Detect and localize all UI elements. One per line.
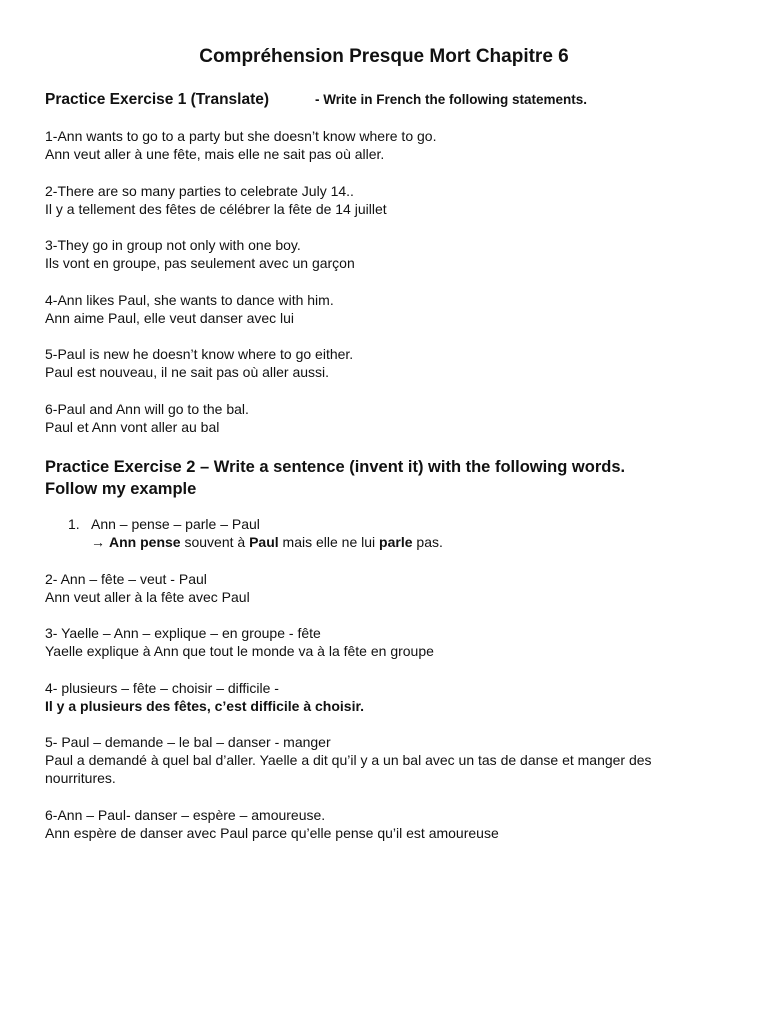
english-statement: 5-Paul is new he doesn’t know where to go either. xyxy=(45,346,354,362)
exercise1-item xyxy=(45,182,725,218)
example-bold-verb: parle xyxy=(379,534,413,550)
exercise1-item xyxy=(45,127,725,163)
french-translation: Ann aime Paul, elle veut danser avec lui xyxy=(45,310,295,326)
example-bold-subject: Ann pense xyxy=(109,534,181,550)
answer-sentence: Il y a plusieurs des fêtes, c’est difficile à choisir. xyxy=(45,698,365,714)
word-list: 4- plusieurs – fête – choisir – difficile - xyxy=(45,680,279,696)
exercise2-heading-line1: Practice Exercise 2 – Write a sentence (invent it) with the following words. xyxy=(45,458,626,476)
exercise2-heading xyxy=(45,456,625,500)
exercise1-item xyxy=(45,236,725,272)
exercise1-heading: Practice Exercise 1 (Translate) xyxy=(45,91,270,108)
example-sentence xyxy=(91,533,443,551)
answer-sentence: Ann espère de danser avec Paul parce qu’elle pense qu’il est amoureuse xyxy=(45,825,499,841)
example-number: 1. xyxy=(68,516,80,532)
word-list: 6-Ann – Paul- danser – espère – amoureuse. xyxy=(45,807,326,823)
french-translation: Paul est nouveau, il ne sait pas où aller aussi. xyxy=(45,364,330,380)
english-statement: 4-Ann likes Paul, she wants to dance with him. xyxy=(45,292,334,308)
english-statement: 6-Paul and Ann will go to the bal. xyxy=(45,401,249,417)
french-translation: Ann veut aller à une fête, mais elle ne sait pas où aller. xyxy=(45,146,385,162)
example-text-part: pas. xyxy=(412,534,443,550)
exercise2-item xyxy=(45,624,725,660)
exercise2-heading-line2: Follow my example xyxy=(45,480,197,498)
english-statement: 2-There are so many parties to celebrate July 14.. xyxy=(45,183,354,199)
example-item xyxy=(68,515,443,551)
exercise2-item xyxy=(45,806,725,842)
example-words: Ann – pense – parle – Paul xyxy=(91,516,260,532)
exercise2-item xyxy=(45,733,725,787)
english-statement: 1-Ann wants to go to a party but she doesn’t know where to go. xyxy=(45,128,437,144)
answer-sentence: Paul a demandé à quel bal d’aller. Yaelle a dit qu’il y a un bal avec un tas de danse et manger des nourritures. xyxy=(45,752,652,786)
exercise1-instruction: - Write in French the following statements. xyxy=(315,92,588,107)
english-statement: 3-They go in group not only with one boy. xyxy=(45,237,301,253)
exercise2-item xyxy=(45,570,725,606)
answer-sentence: Ann veut aller à la fête avec Paul xyxy=(45,589,250,605)
word-list: 5- Paul – demande – le bal – danser - manger xyxy=(45,734,331,750)
example-bold-name: Paul xyxy=(249,534,279,550)
french-translation: Il y a tellement des fêtes de célébrer la fête de 14 juillet xyxy=(45,201,387,217)
page-title: Compréhension Presque Mort Chapitre 6 xyxy=(199,46,569,67)
example-text-part: mais elle ne lui xyxy=(278,534,380,550)
word-list: 2- Ann – fête – veut - Paul xyxy=(45,571,207,587)
exercise1-item xyxy=(45,291,725,327)
exercise2-item xyxy=(45,679,725,715)
word-list: 3- Yaelle – Ann – explique – en groupe - fête xyxy=(45,625,321,641)
arrow-right-icon: → xyxy=(91,534,105,550)
exercise1-item xyxy=(45,345,725,381)
example-text-part: souvent à xyxy=(180,534,250,550)
french-translation: Ils vont en groupe, pas seulement avec un garçon xyxy=(45,255,355,271)
answer-sentence: Yaelle explique à Ann que tout le monde va à la fête en groupe xyxy=(45,643,434,659)
french-translation: Paul et Ann vont aller au bal xyxy=(45,419,220,435)
exercise1-item xyxy=(45,400,725,436)
